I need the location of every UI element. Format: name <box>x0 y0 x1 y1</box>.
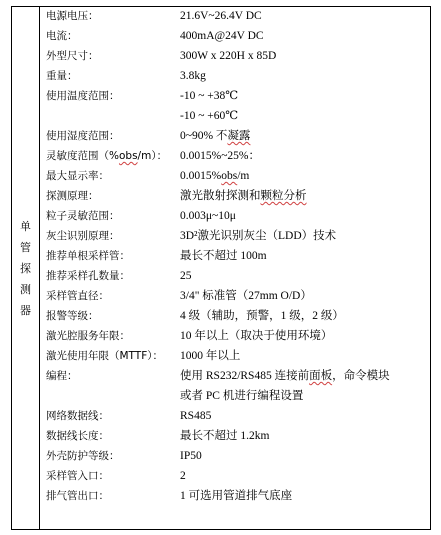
spec-row <box>40 71 430 91</box>
spec-label: 灰尘识别原理： <box>46 230 120 242</box>
spec-row <box>40 271 430 291</box>
spec-value: 400mA@24V DC <box>180 30 264 42</box>
category-char: 器 <box>20 303 31 317</box>
spec-row <box>40 291 430 311</box>
spec-value: 使用 RS232/RS485 连接前面板，命令模块 <box>180 370 390 382</box>
spec-value: RS485 <box>180 410 212 422</box>
spellcheck-underline: 凝露 <box>227 130 251 142</box>
spec-value: 1000 年以上 <box>180 350 241 362</box>
spec-label: 采样管直径： <box>46 290 109 302</box>
spec-value: 0.0015%obs/m <box>180 170 250 182</box>
spec-list-cell <box>40 7 431 530</box>
spec-value: 0.003μ~10μ <box>180 210 236 222</box>
spec-row <box>40 351 430 371</box>
spec-row <box>40 371 430 411</box>
spec-label: 外壳防护等级： <box>46 450 120 462</box>
spec-row <box>40 331 430 351</box>
spec-label: 推荐采样孔数量： <box>46 270 130 282</box>
spec-label: 激光腔服务年限： <box>46 330 130 342</box>
spec-label: 激光使用年限（MTTF）： <box>46 350 163 362</box>
spec-value: 21.6V~26.4V DC <box>180 10 262 22</box>
spec-row <box>40 131 430 151</box>
spec-table-row <box>12 7 431 530</box>
spec-value: IP50 <box>180 450 202 462</box>
spec-value: 2 <box>180 470 186 482</box>
spec-value: 最长不超过 1.2km <box>180 430 270 442</box>
spec-label: 最大显示率： <box>46 170 109 182</box>
spec-row <box>40 431 430 451</box>
category-char: 管 <box>20 240 31 254</box>
spec-row <box>40 311 430 331</box>
spec-table <box>11 6 431 530</box>
category-char: 探 <box>20 261 31 275</box>
spec-value: 3D²激光识别灰尘（LDD）技术 <box>180 230 337 242</box>
spec-row <box>40 411 430 431</box>
spec-value: 激光散射探测和颗粒分析 <box>180 190 307 202</box>
spec-value-line2: -10 ~ +60℃ <box>180 110 239 122</box>
spec-label: 采样管入口： <box>46 470 109 482</box>
spec-value: 300W x 220H x 85D <box>180 50 277 62</box>
spec-value: 0.0015%~25%： <box>180 150 261 162</box>
spec-label: 网络数据线： <box>46 410 109 422</box>
spec-label: 重量： <box>46 70 78 82</box>
spec-row <box>40 211 430 231</box>
category-char: 单 <box>20 219 31 233</box>
spec-label: 外型尺寸： <box>46 50 99 62</box>
spec-value: 10 年以上（取决于使用环境） <box>180 330 333 342</box>
spec-label: 排气管出口： <box>46 490 109 502</box>
category-char: 测 <box>20 282 31 296</box>
spellcheck-underline: obs <box>221 170 238 182</box>
spec-row <box>40 11 430 31</box>
spec-row <box>40 31 430 51</box>
spec-row <box>40 251 430 271</box>
spellcheck-underline: 面板 <box>309 370 333 382</box>
spec-value: 最长不超过 100m <box>180 250 267 262</box>
spellcheck-underline: obs <box>118 150 138 162</box>
spec-label: 推荐单根采样管： <box>46 250 130 262</box>
spec-value: 4 级（辅助，预警，1 级，2 级） <box>180 310 344 322</box>
spec-label: 使用温度范围： <box>46 90 120 102</box>
spec-label: 灵敏度范围（%obs/m）： <box>46 150 168 162</box>
spec-label: 粒子灵敏范围： <box>46 210 120 222</box>
spec-row <box>40 451 430 471</box>
category-vertical-text <box>12 216 39 321</box>
spec-row <box>40 151 430 171</box>
spec-value: 0~90% 不凝露 <box>180 130 251 142</box>
spec-row <box>40 191 430 211</box>
spec-label: 探测原理： <box>46 190 99 202</box>
spec-label: 电源电压： <box>46 10 99 22</box>
spec-row <box>40 491 430 511</box>
spec-label: 数据线长度： <box>46 430 109 442</box>
spec-value: 3/4" 标准管（27mm O/D） <box>180 290 312 302</box>
spellcheck-underline: 颗粒分析 <box>260 190 307 202</box>
spec-value: 1 可选用管道排气底座 <box>180 490 293 502</box>
spec-label: 电流： <box>46 30 78 42</box>
spec-list <box>40 7 430 529</box>
spec-value: 3.8kg <box>180 70 206 82</box>
spec-row <box>40 171 430 191</box>
category-cell <box>12 7 40 530</box>
spec-label: 使用湿度范围： <box>46 130 120 142</box>
spec-row <box>40 231 430 251</box>
spec-row <box>40 471 430 491</box>
spec-value: -10 ~ +38℃ <box>180 90 239 102</box>
spec-row <box>40 91 430 131</box>
spec-value-line2: 或者 PC 机进行编程设置 <box>180 390 304 402</box>
spec-value: 25 <box>180 270 192 282</box>
spec-label: 编程： <box>46 370 78 382</box>
spec-label: 报警等级： <box>46 310 99 322</box>
spec-row <box>40 51 430 71</box>
